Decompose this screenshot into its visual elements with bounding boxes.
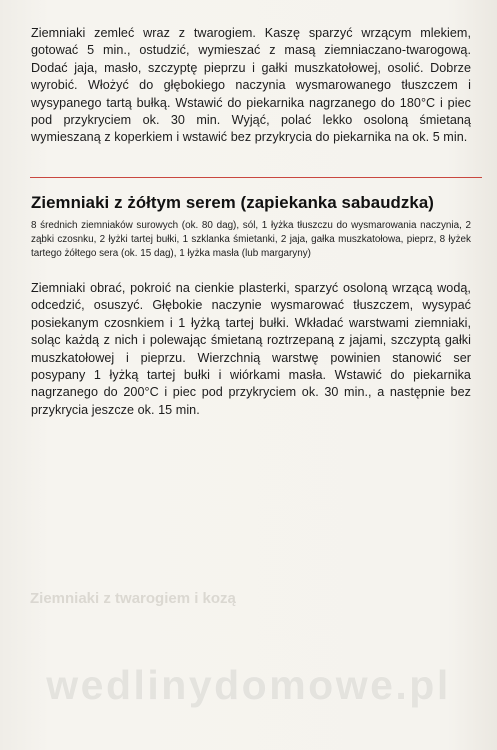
- site-watermark: wedlinydomowe.pl: [46, 662, 451, 708]
- reverse-page-bleed-lower: [30, 592, 470, 672]
- section-divider: [30, 177, 482, 178]
- reverse-page-bleed-text: [30, 406, 470, 518]
- intro-paragraph: Ziemniaki zemleć wraz z twarogiem. Kaszę sparzyć wrzącym mlekiem, gotować 5 min., ostudzić, wymieszać z masą ziemniaczano-twarogową. Dodać jaja, masło, szczyptę pieprzu i gałki muszkatołowej, osolić. Dobrze wyrobić. Włożyć do głębokiego naczynia wysmarowanego tłuszczem i wysypanego tartą bułką. Wstawić do piekarnika nagrzanego do 180°C i piec pod przykryciem ok. 30 min. Wyjąć, polać lekko osoloną śmietaną wymieszaną z koperkiem i wstawić bez przykrycia do piekarnika na ok. 5 min.: [31, 26, 471, 145]
- recipe-title: Ziemniaki z żółtym serem (zapiekanka sabaudzka): [31, 193, 434, 212]
- reverse-page-bleed-heading: Ziemniaki z twarogiem i kozą: [30, 592, 236, 607]
- recipe-instructions: Ziemniaki obrać, pokroić na cienkie plasterki, sparzyć osoloną wrzącą wodą, odcedzić, osuszyć. Głębokie naczynie wysmarować tłuszczem, wysypać posiekanym czosnkiem i 1 łyżką tartej bułki. Wkładać warstwami ziemniaki, soląc każdą z nich i polewając śmietaną roztrzepaną z jajami, szczyptą gałki muszkatołowej i pieprzu. Wierzchnią warstwę powinien stanowić ser posypany 1 łyżką tartej bułki i wiórkami masła. Wstawić do piekarnika nagrzanego do 200°C i piec pod przykryciem ok. 30 min., a następnie bez przykrycia jeszcze ok. 15 min.: [31, 281, 471, 417]
- ingredients-list: 8 średnich ziemniaków surowych (ok. 80 dag), sól, 1 łyżka tłuszczu do wysmarowania naczynia, 2 ząbki czosnku, 2 łyżki tartej bułki, 1 szklanka śmietanki, 2 jaja, gałka muszkatołowa, pieprz, 8 łyżek tartego żółtego sera (ok. 15 dag), 1 łyżka masła (lub margaryny): [31, 220, 471, 260]
